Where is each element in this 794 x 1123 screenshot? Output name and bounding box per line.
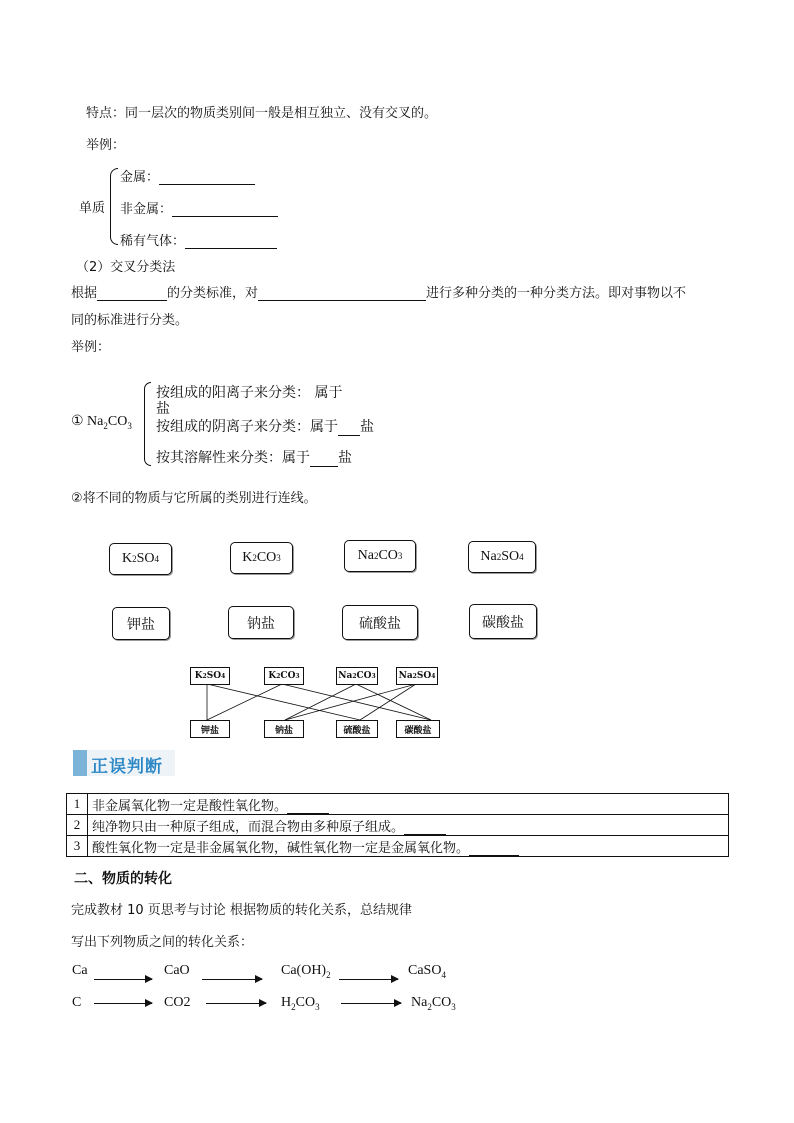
- chain1-caoh2: $Ca(OH)_2$: [281, 963, 331, 980]
- arrow-icon: [94, 979, 152, 980]
- row-statement: 酸性氧化物一定是非金属氧化物，碱性氧化物一定是金属氧化物。: [88, 836, 729, 857]
- example-label: 举例：: [86, 138, 126, 153]
- mini-box-na2co3: Na 2 CO 3: [336, 667, 378, 685]
- cross-definition: 根据 的分类标准，对 进行多种分类的一种分类方法。即对事物以不: [71, 286, 687, 301]
- transform-heading: 二、物质的转化: [74, 871, 172, 887]
- chain2-co2: CO2: [164, 995, 191, 1010]
- left-brace: [110, 168, 118, 245]
- chain1-ca: Ca: [72, 963, 88, 978]
- table-row: [67, 794, 729, 815]
- row-number: 1: [67, 794, 88, 815]
- chain2-h2co3: $H_2CO_3$: [281, 995, 320, 1012]
- judge-table: [66, 793, 729, 857]
- arrow-icon: [202, 979, 262, 980]
- arrow-icon: [94, 1003, 152, 1004]
- answer-blank[interactable]: [258, 286, 426, 301]
- na2co3-label: ① $Na_2CO_3$: [71, 414, 132, 431]
- cross-heading: （2）交叉分类法: [76, 260, 176, 275]
- cation-class-salt: 盐: [156, 401, 170, 417]
- arrow-icon: [339, 979, 398, 980]
- banner-accent: [73, 750, 87, 776]
- table-row: [67, 815, 729, 836]
- answer-blank[interactable]: [185, 234, 277, 249]
- row-statement: 纯净物只由一种原子组成，而混合物由多种原子组成。: [88, 815, 729, 836]
- category-box-carbonate[interactable]: 碳酸盐: [469, 604, 537, 639]
- answer-blank[interactable]: [404, 820, 446, 835]
- chain1-caso4: CaSO$_4$: [408, 963, 446, 980]
- answer-blank[interactable]: [97, 286, 167, 301]
- mini-box-sulfate: 硫酸盐: [336, 720, 378, 738]
- chain2-c: C: [72, 995, 82, 1010]
- chain1-cao: CaO: [164, 963, 190, 978]
- answer-blank[interactable]: [159, 170, 255, 185]
- connect-instruction: ②将不同的物质与它所属的类别进行连线。: [71, 491, 317, 506]
- mini-box-potassium: 钾盐: [190, 720, 230, 738]
- row-number: 3: [67, 836, 88, 857]
- category-box-sodium[interactable]: 钠盐: [228, 606, 294, 639]
- cross-definition-line2: 同的标准进行分类。: [71, 313, 189, 328]
- anion-class: 按组成的阴离子来分类：属于 盐: [156, 419, 374, 435]
- substance-box-k2so4[interactable]: K 2 SO 4: [109, 543, 172, 575]
- answer-blank[interactable]: [310, 452, 338, 467]
- tree-item-nonmetal: 非金属：: [120, 198, 278, 217]
- table-row: [67, 836, 729, 857]
- transform-line1: 完成教材 10 页思考与讨论 根据物质的转化关系，总结规律: [71, 903, 412, 918]
- row-number: 2: [67, 815, 88, 836]
- judge-title: 正误判断: [91, 757, 163, 777]
- substance-box-na2so4[interactable]: Na 2 SO 4: [468, 541, 536, 573]
- mini-box-k2co3: K 2 CO 3: [264, 667, 304, 685]
- arrow-icon: [206, 1003, 266, 1004]
- substance-box-k2co3[interactable]: K 2 CO 3: [230, 542, 293, 574]
- mini-box-sodium: 钠盐: [264, 720, 304, 738]
- mini-box-na2so4: Na 2 SO 4: [396, 667, 438, 685]
- mini-box-k2so4: K 2 SO 4: [190, 667, 230, 685]
- tree-item-metal: 金属：: [120, 166, 255, 185]
- chain2-na2co3: $Na_2CO_3$: [411, 995, 456, 1012]
- tree-root: 单质: [79, 201, 106, 216]
- substance-box-na2co3[interactable]: Na 2 CO 3: [344, 540, 416, 572]
- feature-text: 特点：同一层次的物质类别间一般是相互独立、没有交叉的。: [86, 106, 438, 121]
- arrow-icon: [341, 1003, 401, 1004]
- cation-class: 按组成的阳离子来分类： 属于: [156, 385, 343, 401]
- category-box-potassium[interactable]: 钾盐: [112, 607, 170, 640]
- answer-blank[interactable]: [287, 799, 329, 814]
- answer-blank[interactable]: [172, 202, 278, 217]
- row-statement: 非金属氧化物一定是酸性氧化物。: [88, 794, 729, 815]
- solubility-class: 按其溶解性来分类：属于 盐: [156, 450, 352, 466]
- mini-box-carbonate: 碳酸盐: [396, 720, 440, 738]
- category-box-sulfate[interactable]: 硫酸盐: [342, 605, 418, 640]
- cross-example-label: 举例：: [71, 340, 111, 355]
- answer-blank[interactable]: [338, 421, 360, 436]
- na2co3-brace: [144, 382, 151, 466]
- answer-blank[interactable]: [469, 841, 519, 856]
- tree-item-noble: 稀有气体：: [120, 230, 277, 249]
- judge-banner: [73, 750, 175, 776]
- transform-line2: 写出下列物质之间的转化关系：: [71, 935, 254, 950]
